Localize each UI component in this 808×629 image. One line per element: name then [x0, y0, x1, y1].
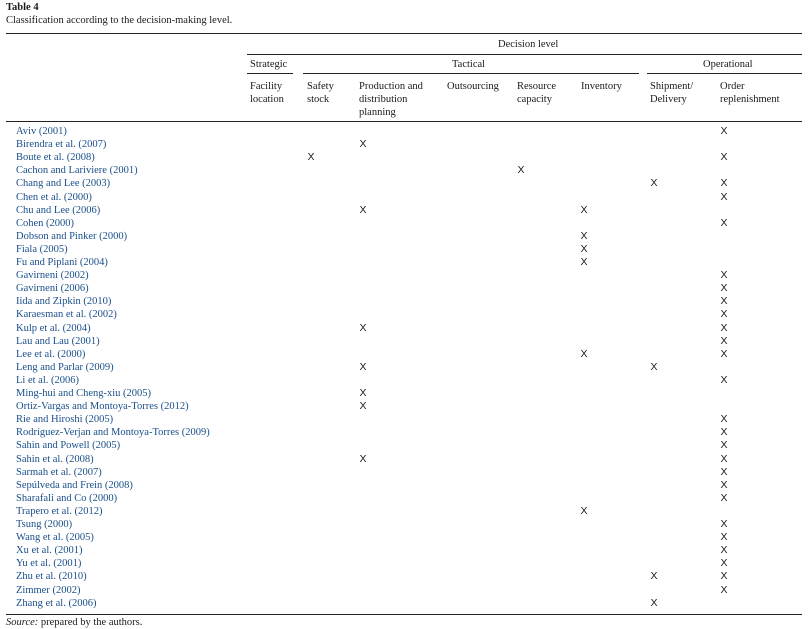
table-cell-mark: X	[720, 518, 728, 530]
table-row-reference: Lau and Lau (2001)	[16, 335, 100, 347]
table-cell-mark: X	[720, 557, 728, 570]
table-cell-mark: X	[359, 360, 367, 373]
table-row-reference: Sepúlveda and Frein (2008)	[16, 479, 133, 491]
col-order-replenishment: Order replenishment	[720, 81, 780, 105]
table-row-reference: Dobson and Pinker (2000)	[16, 230, 128, 242]
table-row-reference: Boute et al. (2008)	[16, 152, 95, 164]
table-cell-mark: X	[720, 452, 728, 465]
table-row-reference: Rodríguez-Verjan and Montoya-Torres (2009)	[16, 427, 210, 439]
tactical-rule	[303, 73, 639, 74]
table-cell-mark: X	[720, 478, 728, 491]
col-outsourcing: Outsourcing	[447, 81, 499, 92]
table-row-reference: Chu and Lee (2006)	[16, 204, 101, 216]
table-row-reference: Chen et al. (2000)	[16, 191, 92, 203]
table-row-reference: Sarmah et al. (2007)	[16, 466, 102, 478]
table-cell-mark: X	[720, 216, 728, 229]
col-inventory: Inventory	[581, 81, 622, 92]
group-tactical: Tactical	[452, 59, 486, 70]
table-cell-mark: X	[517, 164, 525, 177]
table-row-reference: Birendra et al. (2007)	[16, 139, 107, 151]
table-cell-mark: X	[580, 347, 588, 360]
table-cell-mark: X	[580, 229, 588, 242]
table-row-reference: Fiala (2005)	[16, 243, 68, 255]
table-row-reference: Li et al. (2006)	[16, 374, 79, 386]
group-strategic: Strategic	[250, 59, 288, 70]
table-cell-mark: X	[307, 151, 315, 164]
table-row-reference: Sharafali and Co (2000)	[16, 492, 118, 504]
table-cell-mark: X	[359, 203, 367, 216]
table-row-reference: Tsung (2000)	[16, 519, 73, 530]
decision-level-header: Decision level	[498, 39, 559, 50]
table-cell-mark: X	[359, 452, 367, 465]
table-cell-mark: X	[720, 544, 728, 557]
header-bottom-rule	[6, 121, 802, 122]
table-cell-mark: X	[580, 504, 588, 517]
table-cell-mark: X	[580, 203, 588, 216]
table-cell-mark: X	[720, 282, 728, 295]
table-cell-mark: X	[720, 373, 728, 386]
table-row-reference: Zhang et al. (2006)	[16, 597, 97, 609]
table-row-reference: Sahin et al. (2008)	[16, 453, 94, 465]
table-cell-mark: X	[359, 138, 367, 151]
group-operational: Operational	[703, 59, 753, 70]
table-row-reference: Zhu et al. (2010)	[16, 571, 87, 583]
table-row-reference: Ortiz-Vargas and Montoya-Torres (2012)	[16, 401, 189, 413]
table-row-reference: Chang and Lee (2003)	[16, 178, 111, 190]
source-label: Source:	[6, 617, 39, 628]
table-row-reference: Yu et al. (2001)	[16, 558, 82, 570]
table-row-reference: Kulp et al. (2004)	[16, 322, 91, 334]
table-cell-mark: X	[650, 177, 658, 190]
table-cell-mark: X	[580, 256, 588, 268]
table-row-reference: Karaesman et al. (2002)	[16, 309, 117, 321]
table-cell-mark: X	[720, 531, 728, 544]
bottom-rule	[6, 614, 802, 615]
col-production-distribution-planning: Production and distribution planning	[359, 81, 423, 118]
table-cell-mark: X	[720, 413, 728, 426]
table-cell-mark: X	[359, 387, 367, 399]
table-cell-mark: X	[720, 269, 728, 282]
col-safety-stock: Safety stock	[307, 81, 334, 105]
table-row-reference: Trapero et al. (2012)	[16, 505, 103, 517]
table-row-reference: Lee et al. (2000)	[16, 348, 86, 360]
table-row-reference: Gavirneni (2002)	[16, 270, 89, 282]
table-cell-mark: X	[359, 321, 367, 334]
table-cell-mark: X	[720, 426, 728, 439]
table-cell-mark: X	[580, 242, 588, 255]
table-cell-mark: X	[720, 125, 728, 137]
table-row-reference: Iida and Zipkin (2010)	[16, 296, 112, 308]
table-row-reference: Aviv (2001)	[16, 126, 67, 137]
table-number: Table 4	[6, 2, 39, 13]
table-row-reference: Wang et al. (2005)	[16, 532, 94, 544]
table-cell-mark: X	[720, 583, 728, 596]
source-text: prepared by the authors.	[38, 617, 143, 628]
table-cell-mark: X	[720, 570, 728, 583]
table-row-reference: Zimmer (2002)	[16, 584, 81, 596]
top-rule	[6, 33, 802, 34]
table-row-reference: Xu et al. (2001)	[16, 545, 83, 557]
table-cell-mark: X	[650, 596, 658, 609]
table-cell-mark: X	[720, 439, 728, 452]
table-cell-mark: X	[720, 347, 728, 360]
operational-rule	[647, 73, 802, 74]
table-cell-mark: X	[720, 151, 728, 164]
table-cell-mark: X	[720, 295, 728, 308]
col-resource-capacity: Resource capacity	[517, 81, 557, 105]
decision-level-rule	[247, 54, 802, 55]
table-row-reference: Gavirneni (2006)	[16, 283, 89, 295]
col-facility-location: Facility location	[250, 81, 284, 105]
table-row-reference: Rie and Hiroshi (2005)	[16, 414, 114, 426]
table-cell-mark: X	[720, 308, 728, 321]
table-cell-mark: X	[720, 491, 728, 504]
table-row-reference: Sahin and Powell (2005)	[16, 440, 121, 452]
table-cell-mark: X	[720, 190, 728, 203]
table-cell-mark: X	[720, 177, 728, 190]
table-cell-mark: X	[720, 465, 728, 478]
strategic-rule	[247, 73, 293, 74]
table-row-reference: Fu and Piplani (2004)	[16, 257, 108, 268]
table-cell-mark: X	[650, 360, 658, 373]
table-row-reference: Leng and Parlar (2009)	[16, 361, 114, 373]
table-row-reference: Cohen (2000)	[16, 217, 75, 229]
table-title: Classification according to the decision-making level.	[6, 15, 233, 26]
table-row-reference: Cachon and Lariviere (2001)	[16, 165, 138, 177]
table-row-reference: Ming-hui and Cheng-xiu (2005)	[16, 388, 152, 399]
table-cell-mark: X	[650, 570, 658, 583]
table-cell-mark: X	[720, 334, 728, 347]
col-shipment-delivery: Shipment/ Delivery	[650, 81, 694, 105]
table-cell-mark: X	[359, 400, 367, 413]
table-caption	[6, 1, 232, 27]
table-source	[6, 616, 142, 629]
table-cell-mark: X	[720, 321, 728, 334]
